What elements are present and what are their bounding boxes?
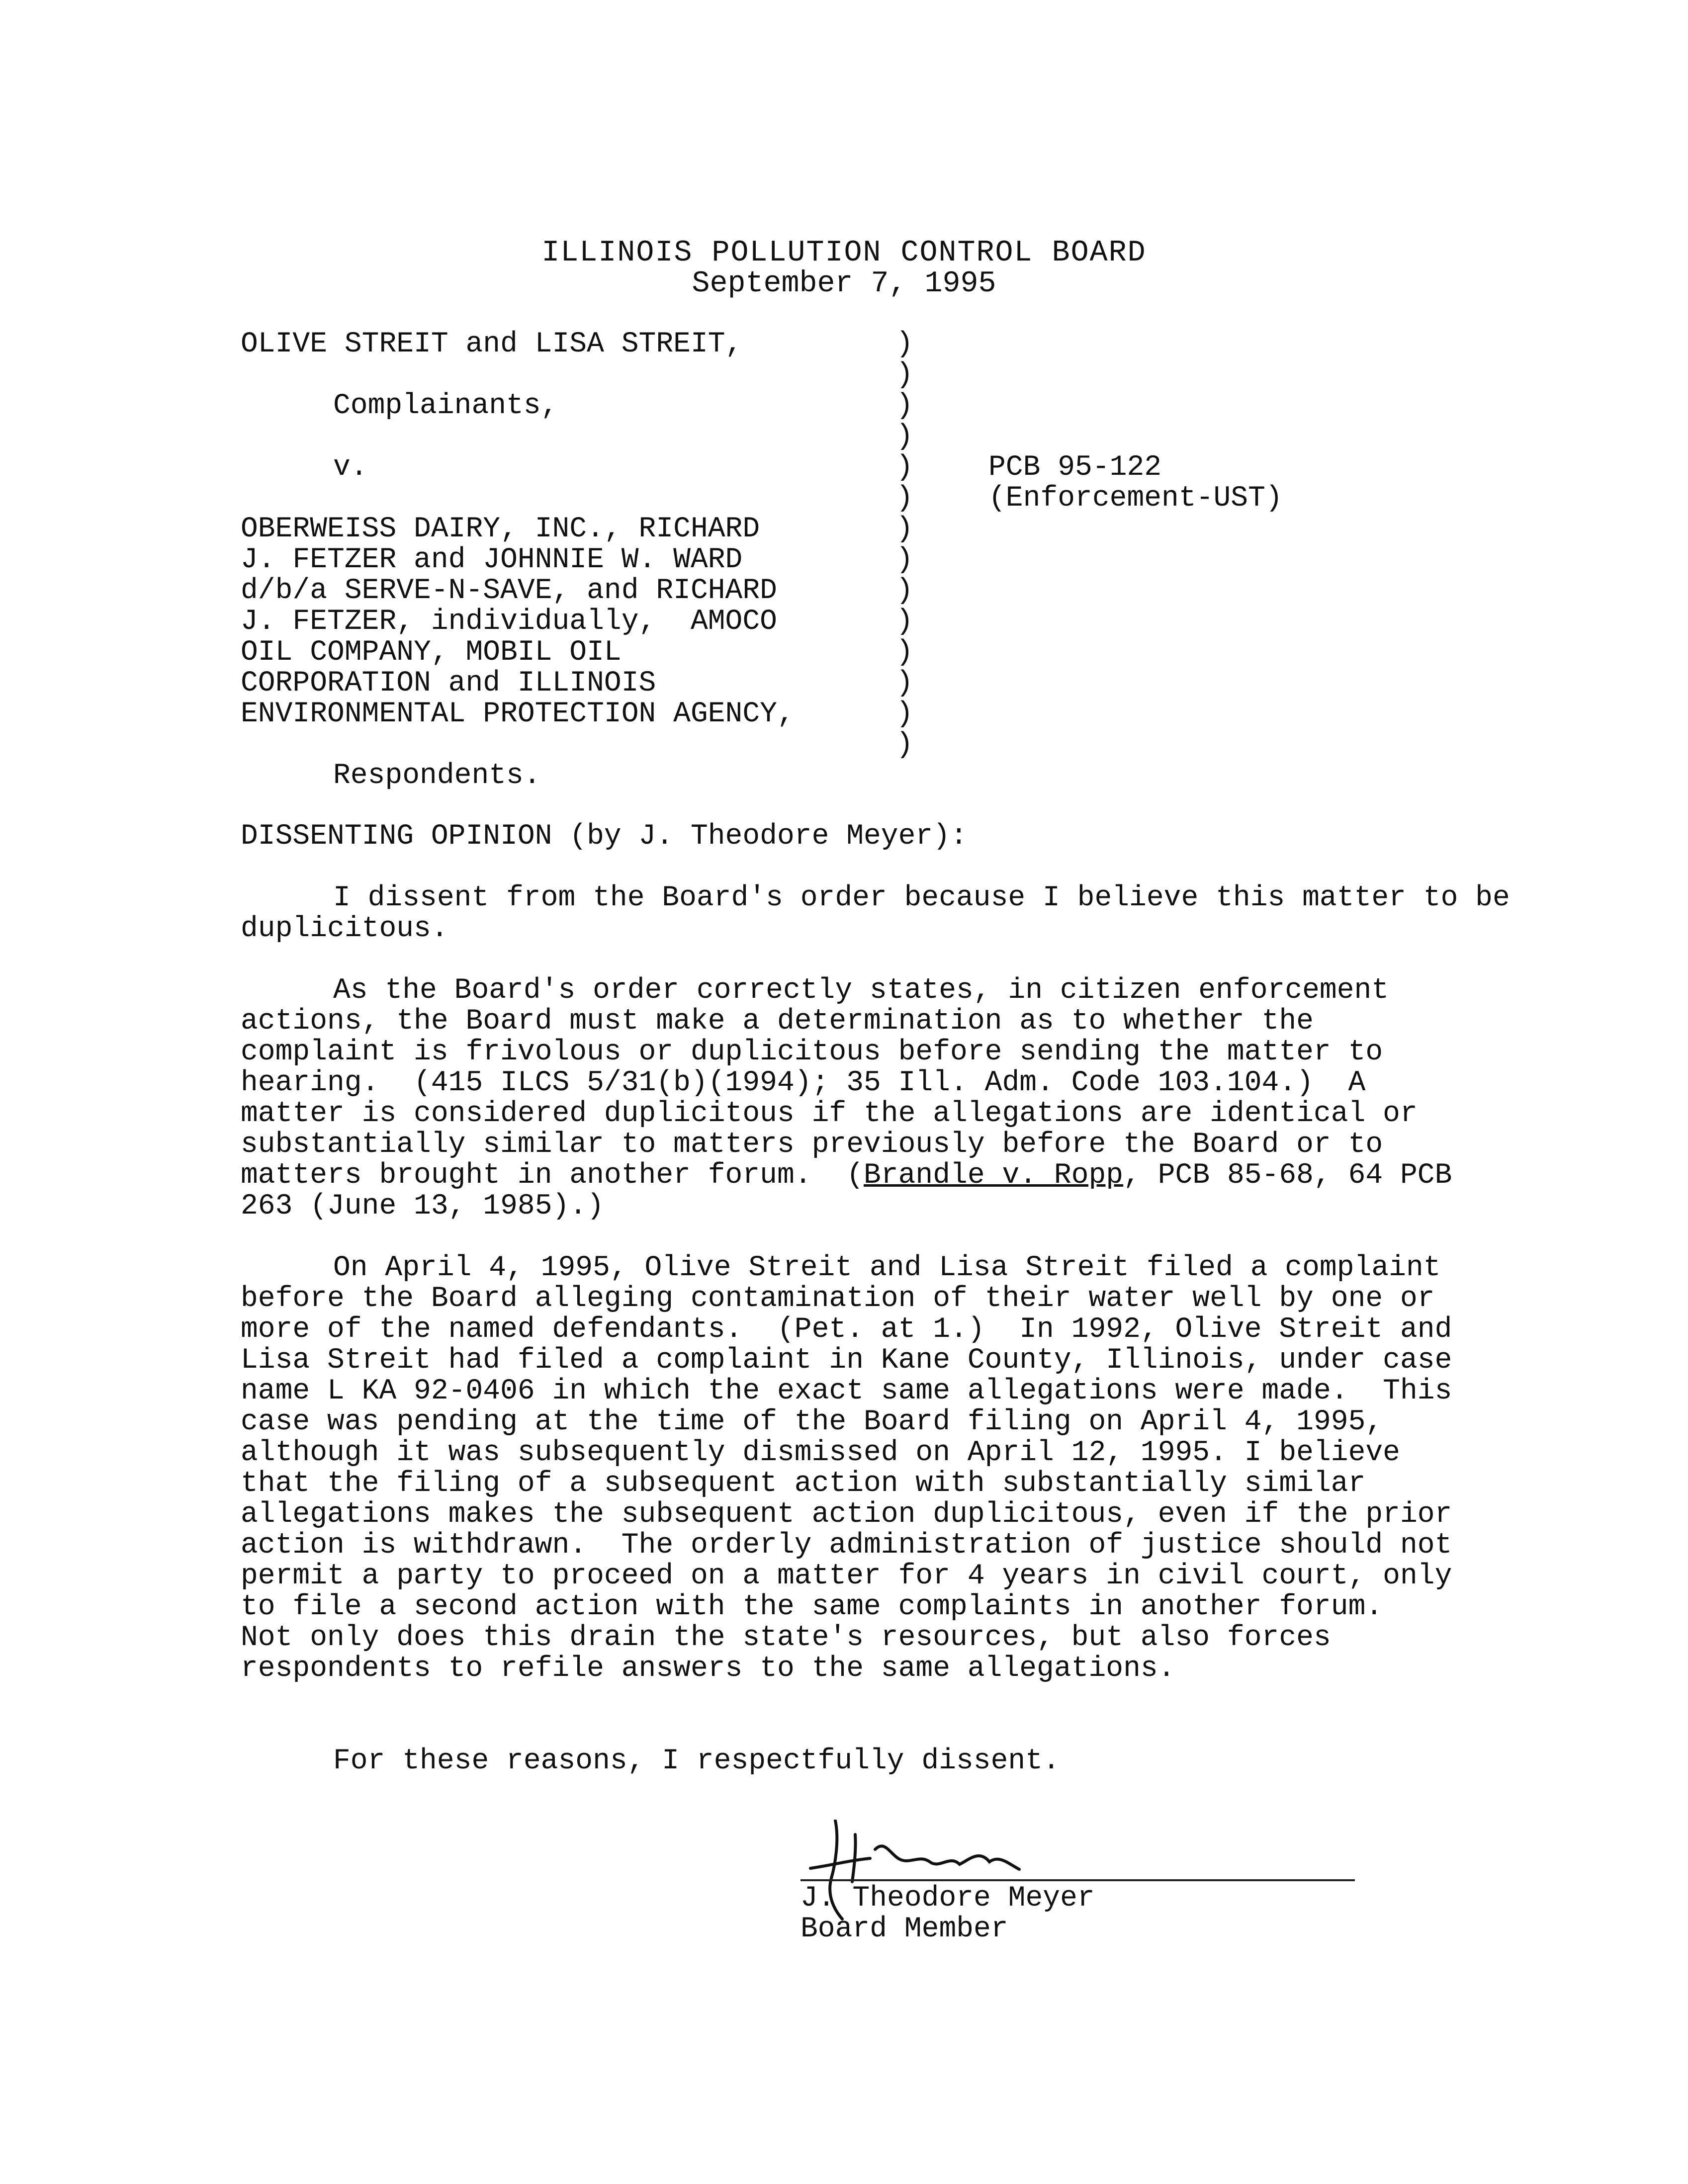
case-type: (Enforcement-UST) bbox=[988, 482, 1283, 515]
paragraph-text: As the Board's order correctly states, in citizen enforcement actions, the Board must make a determination as to whether the complaint is frivolous or duplicitous before sending the matter to hearing. (415 ILCS 5/31(b)(1994); 35 Ill. Adm. Code 103.104.) A matter is considered duplicitous if the allegations are identical or substantially similar to matters previously before the Board or to matters brought in another forum. ( bbox=[241, 974, 1435, 1192]
signature-rule bbox=[800, 1879, 1355, 1881]
signatory-title: Board Member bbox=[800, 1913, 1008, 1945]
case-number-block bbox=[988, 452, 1283, 514]
opinion-paragraph-4: For these reasons, I respectfully dissent. bbox=[333, 1745, 1060, 1777]
document-date: September 7, 1995 bbox=[692, 267, 996, 301]
agency-title: ILLINOIS POLLUTION CONTROL BOARD bbox=[541, 236, 1147, 270]
respondent-line: CORPORATION and ILLINOIS bbox=[241, 667, 656, 699]
opinion-paragraph-1 bbox=[241, 883, 1561, 945]
complainants-names: OLIVE STREIT and LISA STREIT, bbox=[241, 328, 743, 360]
case-citation: Brandle v. Ropp bbox=[864, 1159, 1124, 1192]
respondent-line: ENVIRONMENTAL PROTECTION AGENCY, bbox=[241, 698, 795, 730]
respondent-line: OIL COMPANY, MOBIL OIL bbox=[241, 636, 622, 669]
complainants-label: Complainants, bbox=[333, 390, 558, 422]
paragraph-text: I dissent from the Board's order because I believe this matter to be duplicitous. bbox=[241, 882, 1527, 945]
case-caption-parties bbox=[241, 329, 877, 791]
versus-label: v. bbox=[333, 451, 368, 484]
respondent-line: J. FETZER and JOHNNIE W. WARD bbox=[241, 544, 743, 576]
case-number: PCB 95-122 bbox=[988, 451, 1162, 484]
respondent-line: d/b/a SERVE-N-SAVE, and RICHARD bbox=[241, 575, 777, 607]
opinion-paragraph-3: On April 4, 1995, Olive Streit and Lisa Streit filed a complaint before the Board alleging contamination of their water well by one or more of the named defendants. (Pet. at 1.) In 1992, Olive Streit and Lisa Streit had filed a complaint in Kane County, Illinois, under case name L KA 92-0406 in which the exact same allegations were made. This case was pending at the time of the Board filing on April 4, 1995, although it was subsequently dismissed on April 12, 1995. I believe that the filing of a subsequent action with substantially similar allegations makes the subsequent action duplicitous, even if the prior action is withdrawn. The orderly administration of justice should not permit a party to proceed on a matter for 4 years in civil court, only to file a second action with the same complaints in another forum. Not only does this drain the state's resources, but also forces respondents to refile answers to the same allegations. bbox=[241, 1252, 1470, 1685]
paragraph-text: , PCB 85-68, 64 PCB 263 (June 13, 1985).) bbox=[241, 1159, 1470, 1223]
signature-block bbox=[800, 1820, 1362, 1945]
signatory-name: J. Theodore Meyer bbox=[800, 1882, 1095, 1915]
caption-parentheses-divider: ) ) ) ) ) ) ) ) ) ) ) ) ) ) bbox=[896, 328, 913, 761]
opinion-heading: DISSENTING OPINION (by J. Theodore Meyer): bbox=[241, 820, 968, 853]
opinion-paragraph-2 bbox=[241, 975, 1469, 1222]
respondent-line: J. FETZER, individually, AMOCO bbox=[241, 606, 777, 638]
respondents-label: Respondents. bbox=[333, 760, 541, 792]
respondent-line: OBERWEISS DAIRY, INC., RICHARD bbox=[241, 513, 760, 545]
